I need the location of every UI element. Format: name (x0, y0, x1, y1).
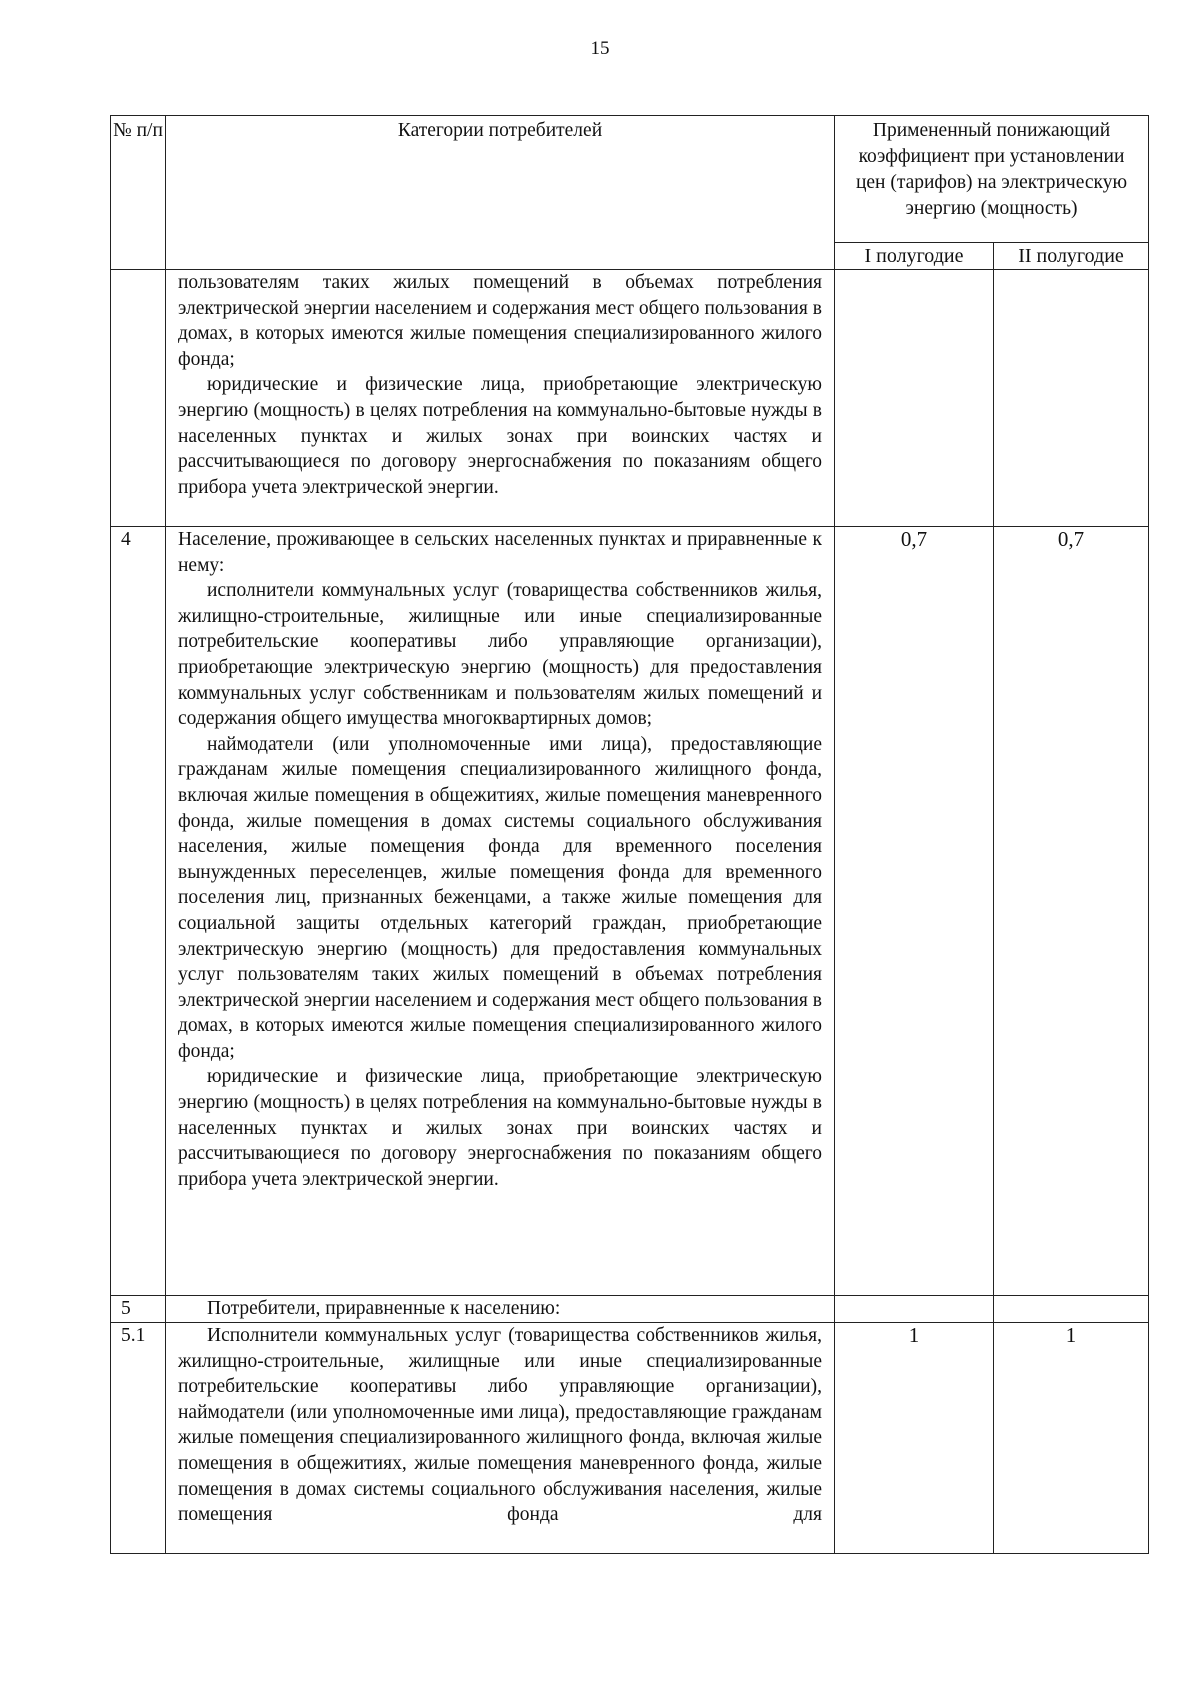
row-paragraph: пользователям таких жилых помещений в объемах потребления электрической энергии населением и содержания мест общего пользования в домах, в которых имеются жилые помещения специализированного жилого фонда; (178, 272, 822, 370)
row-category (166, 1323, 835, 1554)
consumer-category-table (110, 115, 1149, 1554)
header-num: № п/п (111, 116, 166, 270)
row-half1: 1 (835, 1323, 994, 1554)
row-num: 5.1 (111, 1323, 166, 1554)
row-category (166, 270, 835, 527)
table-row (111, 1323, 1149, 1554)
row-half2 (994, 1296, 1149, 1323)
row-paragraph: Потребители, приравненные к населению: (207, 1298, 561, 1319)
row-num: 4 (111, 527, 166, 1296)
row-paragraph: наймодатели (или уполномоченные ими лица), предоставляющие гражданам жилые помещения специализированного жилищного фонда, включая жилые помещения в общежитиях, жилые помещения маневренного фонда, жилые помещения в домах системы социального обслуживания населения, жилые помещения фонда для временного поселения вынужденных переселенцев, жилые помещения фонда для временного поселения лиц, признанных беженцами, а также жилые помещения для социальной защиты отдельных категорий граждан, приобретающие электрическую энергию (мощность) для предоставления коммунальных услуг пользователям таких жилых помещений в объемах потребления электрической энергии населением и содержания мест общего пользования в домах, в которых имеются жилые помещения специализированного жилого фонда; (178, 733, 822, 1062)
row-category (166, 527, 835, 1296)
header-row (111, 116, 1149, 243)
row-half2: 1 (994, 1323, 1149, 1554)
header-half2: II полугодие (994, 242, 1149, 269)
table-row (111, 270, 1149, 527)
row-category (166, 1296, 835, 1323)
row-half1 (835, 1296, 994, 1323)
row-paragraph: Исполнители коммунальных услуг (товарищества собственников жилья, жилищно-строительные, жилищные или иные специализированные потребительские кооперативы либо управляющие организации), наймодатели (или уполномоченные ими лица), предоставляющие гражданам жилые помещения специализированного жилищного фонда, включая жилые помещения в общежитиях, жилые помещения маневренного фонда, жилые помещения в домах системы социального обслуживания населения, жилые помещения фонда для (178, 1325, 822, 1526)
row-paragraph: юридические и физические лица, приобретающие электрическую энергию (мощность) в целях потребления на коммунально-бытовые нужды в населенных пунктах и жилых зонах при воинских частях и рассчитывающиеся по договору энергоснабжения по показаниям общего прибора учета электрической энергии. (178, 1066, 822, 1190)
row-num: 5 (111, 1296, 166, 1323)
table-row (111, 527, 1149, 1296)
row-half1: 0,7 (835, 527, 994, 1296)
row-half2 (994, 270, 1149, 527)
header-categories: Категории потребителей (166, 116, 835, 270)
row-half2: 0,7 (994, 527, 1149, 1296)
row-half1 (835, 270, 994, 527)
header-half1: I полугодие (835, 242, 994, 269)
table-row (111, 1296, 1149, 1323)
row-num (111, 270, 166, 527)
page-number: 15 (590, 38, 610, 59)
row-paragraph: юридические и физические лица, приобретающие электрическую энергию (мощность) в целях потребления на коммунально-бытовые нужды в населенных пунктах и жилых зонах при воинских частях и рассчитывающиеся по договору энергоснабжения по показаниям общего прибора учета электрической энергии. (178, 374, 822, 498)
row-paragraph: Население, проживающее в сельских населенных пунктах и приравненные к нему: (178, 529, 822, 576)
header-coefficient: Примененный понижающий коэффициент при установлении цен (тарифов) на электрическую энергию (мощность) (835, 116, 1149, 243)
row-paragraph: исполнители коммунальных услуг (товарищества собственников жилья, жилищно-строительные, жилищные или иные специализированные потребительские кооперативы либо управляющие организации), приобретающие электрическую энергию (мощность) для предоставления коммунальных услуг собственникам и пользователям жилых помещений и содержания общего имущества многоквартирных домов; (178, 580, 822, 730)
